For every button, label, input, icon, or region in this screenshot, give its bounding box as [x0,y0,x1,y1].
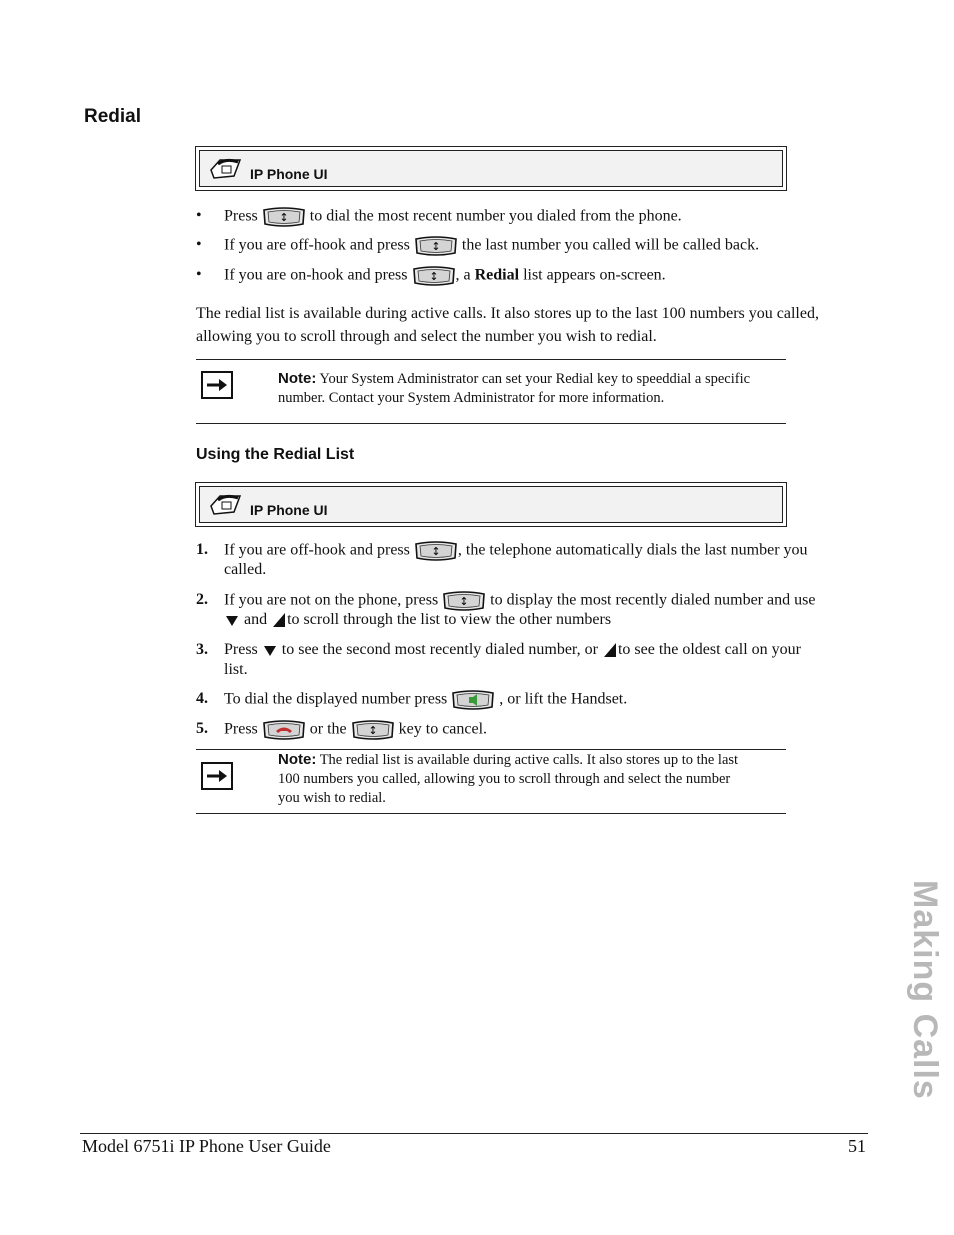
step-text: list. [224,661,248,678]
note-arrow-icon [201,371,233,399]
footer-title: Model 6751i IP Phone User Guide [82,1136,331,1156]
step-text: called. [224,561,267,578]
bullet-marker: • [196,266,202,283]
step-text: To dial the displayed number press [224,690,448,708]
svg-text:↕: ↕ [428,270,439,283]
up-arrow-icon [602,641,618,659]
section-title: Redial [84,106,142,127]
step-text: Press [224,720,258,738]
note-line: Your System Administrator can set your Redial key to speeddial a specific [319,371,751,387]
redial-bold-term: Redial [474,266,520,284]
note-line: you wish to redial. [278,790,386,806]
note-text [278,369,782,408]
redial-key-icon [414,540,458,562]
note-line: The redial list is available during active calls. It also stores up to the last [319,752,739,768]
step-text: key to cancel. [398,720,488,738]
svg-text:↕: ↕ [431,240,441,253]
bullet-text: the last number you called will be called back. [461,236,760,254]
bullet-text: to dial the most recent number you dialed from the phone. [309,207,682,225]
note-arrow-icon [201,762,233,790]
step-text: to see the oldest call on your [617,641,801,658]
step-text: If you are off-hook and press [224,541,410,559]
svg-text:↕: ↕ [431,545,441,558]
ip-phone-ui-box [195,146,787,191]
up-arrow-icon [271,611,287,629]
paragraph-line: allowing you to scroll through and select the number you wish to redial. [196,328,657,345]
subsection-title: Using the Redial List [196,446,355,463]
step-3 [224,640,801,660]
step-number: 4. [196,690,208,707]
svg-text:↕: ↕ [279,211,289,224]
redial-key-icon [412,265,456,287]
bullet-text: If you are off-hook and press [224,236,410,254]
dial-key-icon [451,689,495,711]
step-text: , or lift the Handset. [499,690,628,708]
note-label: Note: [278,370,317,387]
note-text [278,750,782,808]
step-5 [224,719,487,741]
down-arrow-icon [224,612,240,628]
ip-phone-ui-label: IP Phone UI [250,166,328,182]
phone-handset-icon [208,492,244,518]
note-label: Note: [278,751,317,768]
footer-rule [80,1133,868,1134]
phone-handset-icon [208,156,244,182]
step-text: to display the most recently dialed number and use [490,591,816,609]
step-text: , the telephone automatically dials the last number you [457,541,808,559]
paragraph-line: The redial list is available during active calls. It also stores up to the last 100 numbers you called, [196,305,819,322]
bullet-item-2 [224,235,759,257]
note-box [196,359,786,424]
step-number: 3. [196,641,208,658]
note-line: 100 numbers you called, allowing you to scroll through and select the number [278,771,731,787]
redial-key-icon [414,235,458,257]
step-number: 5. [196,720,208,737]
svg-text:↕: ↕ [368,724,378,737]
step-4 [224,689,627,711]
redial-key-icon [351,719,395,741]
ip-phone-ui-box [195,482,787,527]
note-line: number. Contact your System Administrator for more information. [278,390,665,406]
side-tab [870,880,944,1110]
step-text: and [244,611,268,628]
bullet-marker: • [196,207,202,224]
step-text: to see the second most recently dialed number, or [281,641,598,658]
step-text: If you are not on the phone, press [224,591,439,609]
bullet-text: If you are on-hook and press [224,266,408,284]
bullet-text: , a [455,266,471,284]
ip-phone-ui-label: IP Phone UI [250,502,328,518]
step-number: 2. [196,591,208,608]
bullet-text: list appears on-screen. [523,266,666,284]
down-arrow-icon [262,642,278,658]
step-1 [224,540,808,562]
step-2-cont [224,610,611,630]
step-text: to scroll through the list to view the other numbers [287,611,612,628]
step-number: 1. [196,541,208,558]
page-number: 51 [848,1136,866,1156]
step-text: or the [309,720,347,738]
svg-text:↕: ↕ [459,595,469,608]
bullet-item-3 [224,265,666,287]
bullet-text: Press [224,207,258,225]
side-tab-label: Making Calls [906,880,944,1100]
step-2 [224,590,815,612]
bullet-marker: • [196,236,202,253]
bullet-item-1 [224,206,682,228]
hangup-key-icon [262,719,306,741]
redial-key-icon [262,206,306,228]
redial-key-icon [442,590,486,612]
step-text: Press [224,641,258,658]
note-box [196,749,786,814]
